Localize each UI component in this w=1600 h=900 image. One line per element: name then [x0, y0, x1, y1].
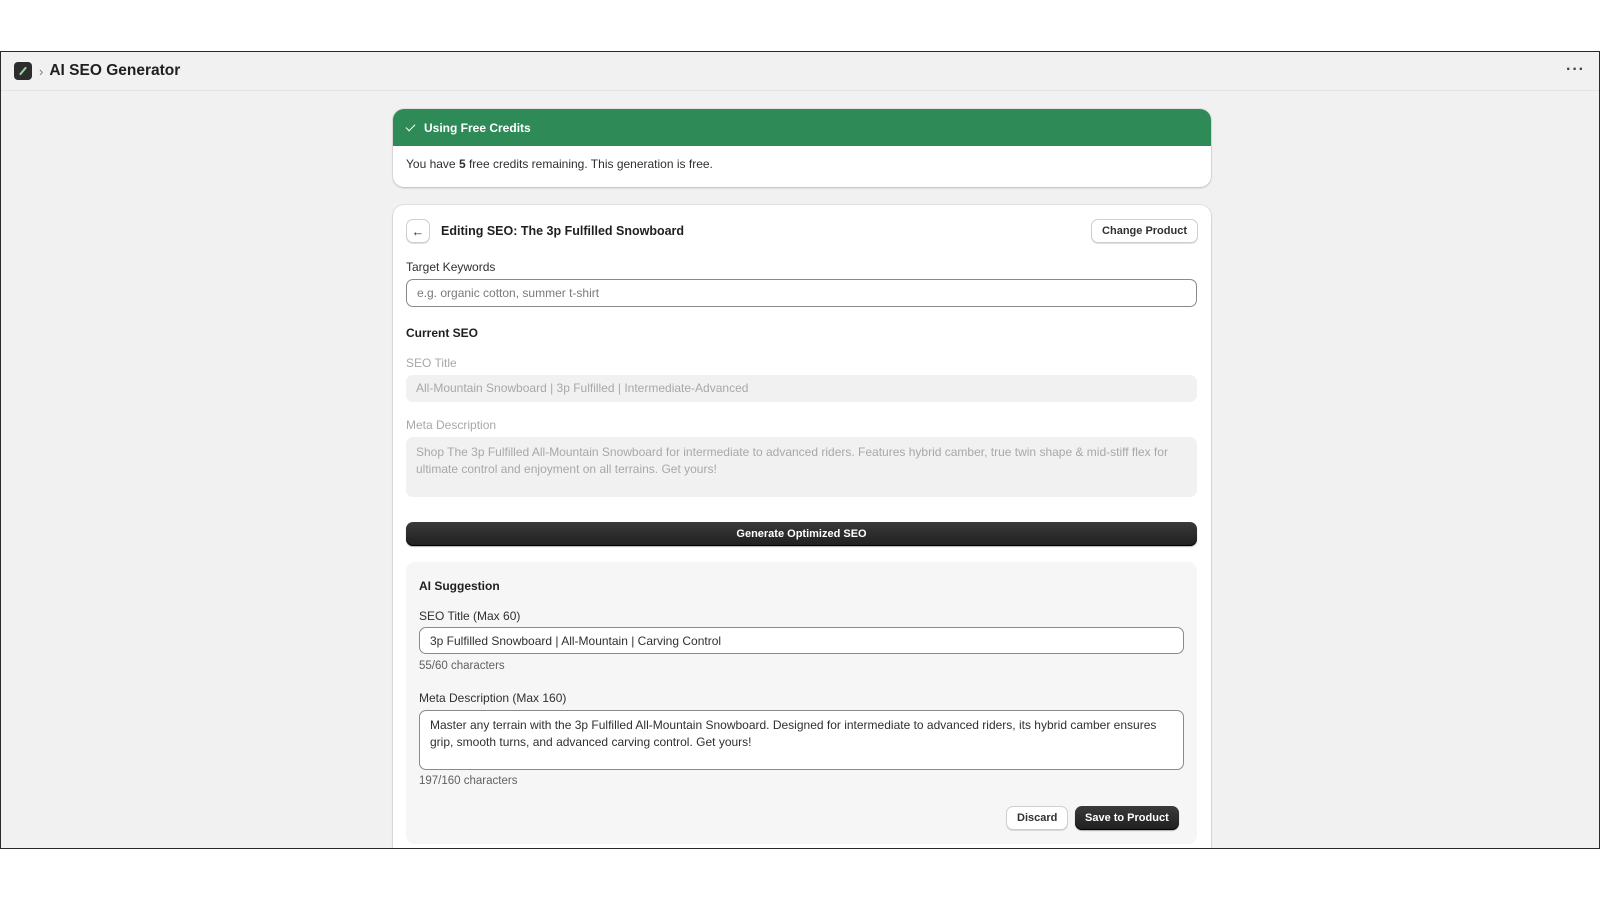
seo-title-char-count: 55/60 characters — [419, 660, 505, 672]
suggested-seo-title-label: SEO Title (Max 60) — [419, 609, 521, 623]
credits-count: 5 — [458, 157, 466, 171]
generate-seo-button[interactable]: Generate Optimized SEO — [406, 522, 1197, 546]
arrow-left-icon: ← — [411, 223, 425, 239]
banner-message — [393, 146, 1211, 182]
more-actions-icon[interactable]: ··· — [1566, 61, 1585, 78]
meta-description-char-count: 197/160 characters — [419, 775, 518, 787]
free-credits-banner — [393, 109, 1211, 187]
banner-header — [393, 109, 1211, 146]
checkmark-icon — [406, 121, 416, 131]
suggested-seo-title-input[interactable] — [419, 627, 1184, 654]
change-product-button[interactable]: Change Product — [1091, 219, 1198, 243]
current-meta-description-value: Shop The 3p Fulfilled All-Mountain Snowboard for intermediate to advanced riders. Features hybrid camber, true twin shape & mid-stiff flex for ultimate control and enjoyment on all terrains. Get yours! — [406, 437, 1197, 497]
seo-editor-card — [393, 205, 1211, 849]
page-title: AI SEO Generator — [49, 62, 181, 79]
banner-message-prefix: You have — [406, 157, 459, 171]
save-to-product-button[interactable]: Save to Product — [1075, 806, 1179, 830]
editor-title: Editing SEO: The 3p Fulfilled Snowboard — [441, 224, 685, 238]
banner-title: Using Free Credits — [424, 120, 531, 135]
ai-suggestion-panel — [406, 562, 1197, 844]
current-seo-heading: Current SEO — [406, 326, 479, 340]
target-keywords-input[interactable] — [406, 279, 1197, 307]
current-seo-title-label: SEO Title — [406, 356, 457, 370]
current-meta-description-label: Meta Description — [406, 418, 497, 432]
back-button[interactable] — [406, 219, 430, 243]
current-seo-title-value: All-Mountain Snowboard | 3p Fulfilled | Intermediate-Advanced — [406, 375, 1197, 402]
breadcrumb-separator: › — [39, 63, 44, 79]
ai-suggestion-heading: AI Suggestion — [419, 579, 500, 593]
banner-message-suffix: free credits remaining. This generation is free. — [465, 157, 713, 171]
discard-button[interactable]: Discard — [1006, 806, 1068, 830]
suggested-meta-description-input[interactable] — [419, 710, 1184, 770]
pen-icon[interactable] — [14, 62, 32, 80]
app-header — [1, 52, 1599, 91]
suggested-meta-description-label: Meta Description (Max 160) — [419, 691, 567, 705]
target-keywords-label: Target Keywords — [406, 260, 496, 274]
app-frame — [0, 51, 1600, 849]
